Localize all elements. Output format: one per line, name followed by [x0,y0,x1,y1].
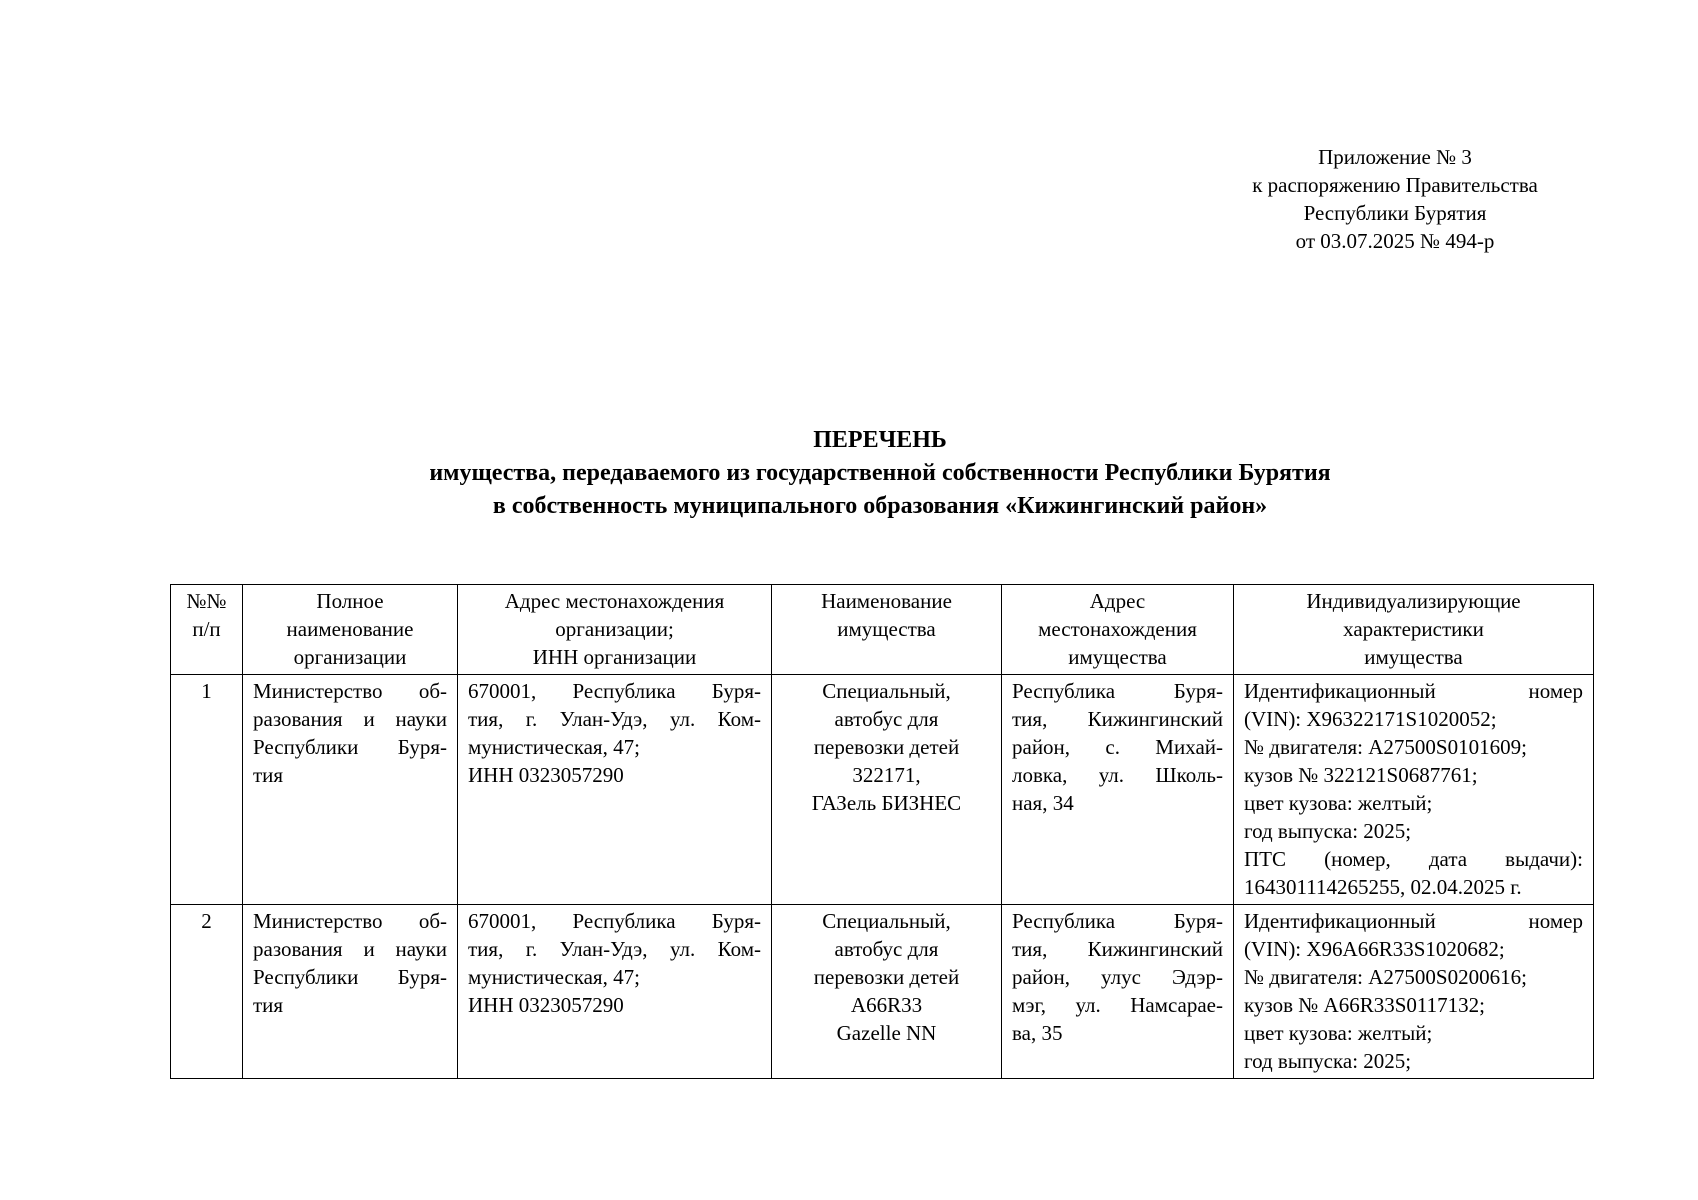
header-text: характеристики [1343,617,1484,641]
header-property-address [1002,585,1234,675]
row-org-address [458,905,772,1079]
cell-line: Специальный, [822,909,951,933]
header-text: Адрес местонахождения [504,589,725,613]
cell-line: год выпуска: 2025; [1244,819,1412,843]
header-text: Наименование [821,589,952,613]
header-text: имущества [837,617,936,641]
cell-line: № двигателя: A27500S0200616; [1244,965,1527,989]
cell-line: 670001, Республика Буря- [468,909,761,933]
row-property-name [772,905,1002,1079]
cell-line: тия [253,763,284,787]
cell-line: тия, Кижингинский [1012,707,1223,731]
cell-line: район, улус Эдэр- [1012,965,1223,989]
annex-line: Приложение № 3 [1318,145,1472,169]
row-property-address [1002,905,1234,1079]
document-heading [170,424,1590,523]
cell-line: 164301114265255, 02.04.2025 г. [1244,875,1522,899]
annex-block [1200,143,1590,255]
cell-line: автобус для [834,707,939,731]
cell-line: тия, Кижингинский [1012,937,1223,961]
row-org-address [458,675,772,905]
header-text: №№ [186,589,227,613]
header-text: организации [293,645,407,669]
cell-line: № двигателя: A27500S0101609; [1244,735,1527,759]
cell-line: Республика Буря- [1012,909,1223,933]
cell-line: Республики Буря- [253,965,447,989]
annex-line: к распоряжению Правительства [1252,173,1538,197]
header-organization [243,585,458,675]
header-text: Индивидуализирующие [1306,589,1521,613]
cell-line: тия [253,993,284,1017]
cell-line: ва, 35 [1012,1021,1063,1045]
header-text: ИНН организации [532,645,697,669]
row-characteristics [1234,905,1594,1079]
cell-line: Министерство об- [253,679,447,703]
header-text: п/п [192,617,221,641]
cell-line: ИНН 0323057290 [468,993,624,1017]
cell-line: автобус для [834,937,939,961]
cell-line: тия, г. Улан-Удэ, ул. Ком- [468,707,761,731]
header-property-name [772,585,1002,675]
header-text: имущества [1068,645,1167,669]
cell-line: разования и науки [253,707,447,731]
row-property-address [1002,675,1234,905]
header-characteristics [1234,585,1594,675]
cell-line: цвет кузова: желтый; [1244,791,1433,815]
cell-line: ПТС (номер, дата выдачи): [1244,847,1583,871]
cell-line: (VIN): X96322171S1020052; [1244,707,1497,731]
cell-line: цвет кузова: желтый; [1244,1021,1433,1045]
cell-line: 670001, Республика Буря- [468,679,761,703]
header-number [171,585,243,675]
cell-line: Специальный, [822,679,951,703]
cell-line: разования и науки [253,937,447,961]
cell-line: тия, г. Улан-Удэ, ул. Ком- [468,937,761,961]
row-organization [243,675,458,905]
cell-line: ная, 34 [1012,791,1074,815]
document-title: ПЕРЕЧЕНЬ [813,427,947,453]
table-header-row [171,585,1594,675]
property-table [170,584,1594,1079]
document-subtitle-line: в собственность муниципального образования «Кижингинский район» [492,493,1268,519]
cell-line: Республика Буря- [1012,679,1223,703]
cell-line: 322171, [852,763,921,787]
cell-line: A66R33 [850,993,923,1017]
cell-line: мунистическая, 47; [468,735,640,759]
annex-line: от 03.07.2025 № 494-р [1295,229,1495,253]
cell-line: Gazelle NN [836,1021,937,1045]
row-number: 1 [171,675,243,905]
header-text: наименование [286,617,414,641]
cell-line: кузов № 322121S0687761; [1244,763,1478,787]
annex-line: Республики Бурятия [1303,201,1487,225]
cell-line: перевозки детей [813,735,960,759]
cell-line: Идентификационный номер [1244,909,1583,933]
cell-line: Министерство об- [253,909,447,933]
cell-line: ИНН 0323057290 [468,763,624,787]
cell-line: район, с. Михай- [1012,735,1223,759]
cell-line: Идентификационный номер [1244,679,1583,703]
header-text: Адрес [1089,589,1146,613]
cell-line: кузов № A66R33S0117132; [1244,993,1485,1017]
header-text: имущества [1364,645,1463,669]
header-org-address [458,585,772,675]
cell-line: (VIN): X96A66R33S1020682; [1244,937,1505,961]
table-row [171,905,1594,1079]
cell-line: год выпуска: 2025; [1244,1049,1412,1073]
header-text: местонахождения [1038,617,1197,641]
cell-line: ловка, ул. Школь- [1012,763,1223,787]
row-organization [243,905,458,1079]
row-number: 2 [171,905,243,1079]
cell-line: мунистическая, 47; [468,965,640,989]
document-subtitle-line: имущества, передаваемого из государственной собственности Республики Бурятия [429,460,1331,486]
header-text: Полное [316,589,384,613]
cell-line: перевозки детей [813,965,960,989]
row-characteristics [1234,675,1594,905]
row-property-name [772,675,1002,905]
cell-line: мэг, ул. Намсарае- [1012,993,1223,1017]
header-text: организации; [555,617,674,641]
table-row [171,675,1594,905]
cell-line: ГАЗель БИЗНЕС [811,791,962,815]
cell-line: Республики Буря- [253,735,447,759]
